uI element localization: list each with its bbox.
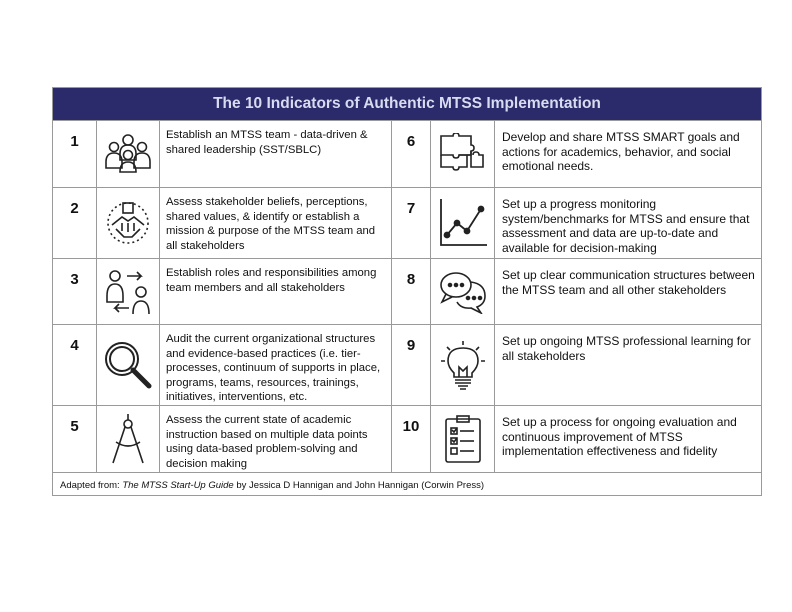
table-title: The 10 Indicators of Authentic MTSS Implementation: [53, 88, 761, 120]
indicator-number: 5: [70, 418, 79, 435]
chat-bubbles-icon: [431, 259, 494, 324]
indicator-text: Set up ongoing MTSS professional learning for all stakeholders: [502, 334, 751, 363]
indicator-text: Establish an MTSS team - data-driven & shared leadership (SST/SBLC): [166, 129, 368, 156]
hands-together-icon: [97, 188, 159, 258]
indicator-text: Assess stakeholder beliefs, perceptions, shared values, & identify or establish a mission & purpose of the MTSS team and all stakeholders: [166, 196, 376, 252]
indicator-number: 1: [70, 133, 79, 150]
indicator-text: Set up clear communication structures between the MTSS team and all other stakeholders: [502, 268, 755, 297]
indicator-text: Set up a progress monitoring system/benchmarks for MTSS and ensure that assessment and data are up-to-date and available for decision-making: [502, 197, 750, 255]
indicator-text: Assess the current state of academic instruction based on multiple data points using data-based problem-solving and decision making: [166, 414, 368, 470]
indicator-number: 4: [70, 337, 79, 354]
indicator-number: 7: [406, 200, 416, 217]
team-icon: [97, 121, 159, 187]
indicator-number: 2: [70, 200, 79, 217]
indicator-number: 3: [70, 271, 79, 288]
puzzle-icon: [431, 121, 494, 187]
compass-icon: [97, 406, 159, 472]
role-exchange-icon: [97, 259, 159, 324]
indicator-number: 10: [402, 418, 420, 435]
line-chart-icon: [431, 188, 494, 258]
indicator-text: Develop and share MTSS SMART goals and actions for academics, behavior, and social emotional needs.: [502, 130, 740, 173]
checklist-clipboard-icon: [431, 406, 494, 472]
indicator-text: Audit the current organizational structures and evidence-based practices (i.e. tier-processes, continuum of supports in place, programs, teams, resources, trainings, initiatives, interventions, etc.: [166, 333, 381, 403]
lightbulb-icon: [431, 325, 494, 405]
citation-authors: by Jessica D Hannigan and John Hannigan (Corwin Press): [233, 480, 485, 491]
indicator-text: Establish roles and responsibilities among team members and all stakeholders: [166, 267, 377, 294]
indicator-number: 8: [406, 271, 416, 288]
row-divider: [53, 472, 761, 473]
citation-prefix: Adapted from:: [60, 480, 123, 491]
indicator-number: 9: [406, 337, 416, 354]
magnifying-glass-icon: [97, 325, 159, 405]
indicator-text: Set up a process for ongoing evaluation and continuous improvement of MTSS implementation effectiveness and fidelity: [502, 415, 737, 458]
source-citation: [60, 480, 484, 491]
indicator-number: 6: [406, 133, 416, 150]
indicators-table: [52, 87, 762, 496]
citation-book-title: The MTSS Start-Up Guide: [122, 480, 234, 491]
